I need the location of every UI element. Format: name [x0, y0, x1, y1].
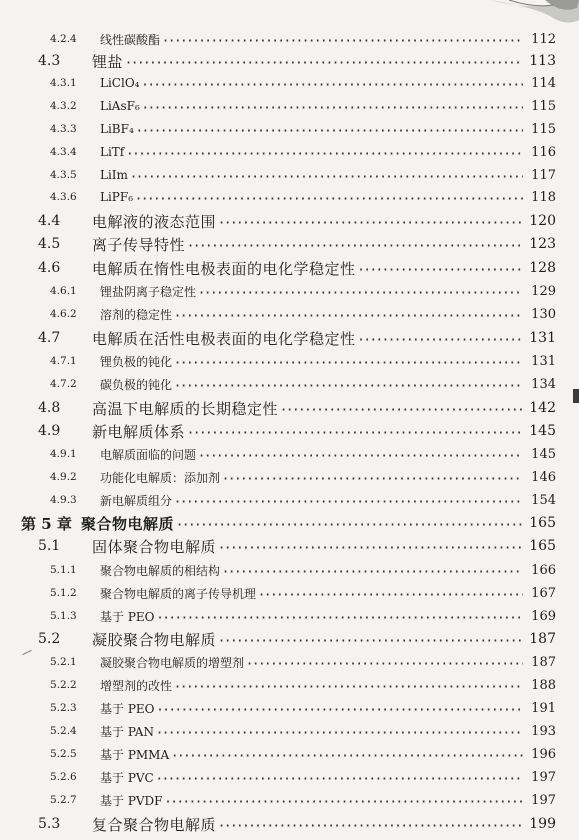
toc-entry-title: 新电解质体系: [92, 422, 186, 441]
toc-entry-number: 5.2.3: [50, 702, 77, 714]
toc-dot-leader: [136, 189, 523, 206]
toc-entry-page: 191: [531, 700, 556, 716]
toc-entry-page: 167: [531, 585, 556, 601]
toc-entry-page: 117: [531, 167, 556, 183]
toc-entry-title: LiIm: [100, 168, 128, 182]
toc-entry-number: 4.3.3: [50, 123, 77, 135]
toc-entry-page: 199: [529, 816, 556, 832]
toc-dot-leader: [219, 631, 523, 648]
toc-entry-number: 5.1: [38, 538, 61, 554]
toc-entry-page: 116: [531, 144, 556, 160]
toc-entry[interactable]: [0, 533, 579, 559]
toc-entry-number: 4.3.1: [50, 77, 77, 89]
toc-entry-title: 聚合物电解质: [81, 514, 175, 533]
toc-entry-page: 146: [531, 469, 556, 485]
toc-entry-number: 第 5 章: [21, 514, 72, 533]
toc-entry-title: 碳负极的钝化: [100, 377, 173, 392]
toc-entry-number: 4.3: [38, 53, 61, 69]
toc-entry-title: 基于 PEO: [100, 609, 155, 624]
toc-entry[interactable]: [0, 787, 579, 813]
toc-entry-number: 4.9.2: [50, 471, 77, 483]
toc-dot-leader: [175, 492, 523, 509]
toc-entry-page: 131: [531, 353, 556, 369]
toc-entry-number: 4.3.5: [50, 169, 77, 181]
toc-entry-number: 5.2.7: [50, 794, 77, 806]
toc-entry-title: 线性碳酸酯: [100, 32, 161, 47]
toc-entry-page: 188: [531, 677, 556, 693]
toc-entry-title: 聚合物电解质的离子传导机理: [100, 586, 257, 601]
toc-entry-title: 凝胶聚合物电解质: [92, 630, 217, 649]
toc-entry-number: 4.8: [38, 400, 61, 416]
toc-entry-number: 5.2.5: [50, 748, 77, 760]
toc-entry-title: LiTf: [100, 145, 125, 159]
toc-entry-title: 溶剂的稳定性: [100, 307, 173, 322]
toc-entry-number: 5.3: [38, 816, 61, 832]
toc-dot-leader: [223, 562, 523, 579]
toc-entry-number: 5.1.3: [50, 610, 77, 622]
toc-dot-leader: [142, 75, 523, 92]
toc-entry-number: 4.9.1: [50, 448, 77, 460]
toc-entry[interactable]: [0, 231, 579, 257]
toc-entry-page: 187: [529, 631, 556, 647]
toc-entry-page: 114: [531, 75, 556, 91]
toc-entry-page: 187: [531, 654, 556, 670]
toc-entry-page: 193: [531, 723, 556, 739]
page-corner-decoration: [449, 0, 579, 26]
toc-dot-leader: [199, 283, 523, 300]
toc-entry-title: 电解质在活性电极表面的电化学稳定性: [92, 329, 356, 348]
toc-dot-leader: [157, 769, 523, 786]
toc-entry-number: 4.3.4: [50, 146, 77, 158]
toc-dot-leader: [127, 144, 523, 161]
toc-dot-leader: [177, 515, 523, 532]
toc-dot-leader: [175, 306, 523, 323]
toc-dot-leader: [166, 792, 523, 809]
toc-entry-number: 4.7.2: [50, 378, 77, 390]
toc-dot-leader: [219, 816, 523, 833]
toc-entry-page: 196: [531, 746, 556, 762]
toc-dot-leader: [281, 400, 523, 417]
toc-entry-number: 4.9.3: [50, 494, 77, 506]
toc-entry-page: 120: [529, 213, 556, 229]
toc-entry-number: 4.6: [38, 260, 61, 276]
toc-entry-title: 基于 PVDF: [100, 793, 163, 808]
toc-entry-title: 基于 PVC: [100, 770, 154, 785]
toc-entry-page: 166: [531, 562, 556, 578]
toc-dot-leader: [259, 585, 523, 602]
toc-dot-leader: [131, 167, 523, 184]
toc-entry-page: 129: [531, 283, 556, 299]
toc-entry-title: 电解质面临的问题: [100, 447, 197, 462]
toc-entry-number: 4.3.2: [50, 100, 77, 112]
toc-dot-leader: [175, 353, 523, 370]
toc-dot-leader: [359, 330, 523, 347]
toc-entry-page: 134: [531, 376, 556, 392]
toc-entry-page: 113: [529, 53, 556, 69]
toc-entry-number: 4.7.1: [50, 355, 77, 367]
toc-entry-title: 增塑剂的改性: [100, 678, 173, 693]
toc-dot-leader: [175, 677, 523, 694]
toc-entry-title: 基于 PMMA: [100, 747, 170, 762]
toc-entry-page: 145: [531, 446, 556, 462]
toc-entry-title: 基于 PAN: [100, 724, 154, 739]
toc-dot-leader: [143, 98, 523, 115]
toc-entry-title: LiBF₄: [100, 122, 134, 136]
toc-entry[interactable]: [0, 371, 579, 397]
page-edge-mark: [573, 389, 579, 403]
toc-entry[interactable]: [0, 811, 579, 837]
toc-entry-title: 锂盐: [92, 52, 124, 71]
toc-entry-title: 凝胶聚合物电解质的增塑剂: [100, 655, 245, 670]
toc-entry-page: 123: [529, 236, 556, 252]
toc-entry-page: 154: [531, 492, 556, 508]
toc-entry-number: 5.2.4: [50, 725, 77, 737]
toc-entry-page: 131: [529, 330, 556, 346]
toc-dot-leader: [158, 700, 524, 717]
toc-entry[interactable]: [0, 301, 579, 327]
toc-entry-title: 基于 PEO: [100, 701, 155, 716]
toc-entry-title: 电解液的液态范围: [92, 212, 217, 231]
toc-entry-page: 112: [531, 31, 556, 47]
toc-entry-page: 197: [531, 792, 556, 808]
toc-dot-leader: [219, 538, 523, 555]
toc-entry-title: 功能化电解质：添加剂: [100, 470, 221, 485]
toc-dot-leader: [359, 260, 523, 277]
toc-dot-leader: [126, 53, 523, 70]
toc-dot-leader: [219, 213, 523, 230]
toc-entry-page: 145: [529, 423, 556, 439]
toc-entry-number: 5.2.6: [50, 771, 77, 783]
toc-entry-title: 新电解质组分: [100, 493, 173, 508]
toc-entry-page: 115: [531, 98, 556, 114]
toc-entry-number: 5.2: [38, 631, 61, 647]
toc-entry-page: 115: [531, 121, 556, 137]
toc-entry-number: 4.4: [38, 213, 61, 229]
toc-dot-leader: [157, 723, 523, 740]
toc-entry-page: 197: [531, 769, 556, 785]
toc-entry-page: 128: [529, 260, 556, 276]
toc-entry-title: 电解质在惰性电极表面的电化学稳定性: [92, 259, 356, 278]
toc-entry-title: 锂盐阴离子稳定性: [100, 284, 197, 299]
toc-entry-title: 复合聚合物电解质: [92, 815, 217, 834]
toc-dot-leader: [188, 236, 523, 253]
toc-entry-title: 固体聚合物电解质: [92, 537, 217, 556]
toc-dot-leader: [158, 608, 524, 625]
toc-dot-leader: [223, 469, 523, 486]
toc-entry-title: 高温下电解质的长期稳定性: [92, 399, 279, 418]
toc-entry-page: 169: [531, 608, 556, 624]
toc-entry-number: 5.2.2: [50, 679, 77, 691]
toc-entry-title: 锂负极的钝化: [100, 354, 173, 369]
toc-entry-number: 5.1.1: [50, 564, 77, 576]
toc-entry-number: 4.5: [38, 236, 61, 252]
toc-dot-leader: [137, 121, 523, 138]
toc-entry-page: 142: [529, 400, 556, 416]
toc-dot-leader: [199, 446, 523, 463]
toc-entry-title: LiPF₆: [100, 190, 134, 204]
toc-entry-title: LiAsF₆: [100, 99, 140, 113]
toc-dot-leader: [172, 746, 523, 763]
toc-entry-page: 118: [531, 189, 556, 205]
toc-entry-title: 聚合物电解质的相结构: [100, 563, 221, 578]
toc-entry-number: 4.2.4: [50, 33, 77, 45]
toc-entry-number: 4.9: [38, 423, 61, 439]
toc-entry-number: 4.3.6: [50, 191, 77, 203]
toc-entry[interactable]: [0, 184, 579, 210]
toc-entry-title: LiClO₄: [100, 76, 140, 90]
toc-dot-leader: [175, 376, 523, 393]
toc-dot-leader: [247, 654, 523, 671]
toc-entry-number: 4.6.2: [50, 308, 77, 320]
toc-entry-page: 165: [529, 515, 556, 531]
toc-entry-page: 130: [531, 306, 556, 322]
toc-entry-number: 5.2.1: [50, 656, 77, 668]
toc-dot-leader: [188, 423, 523, 440]
toc-entry-number: 4.7: [38, 330, 61, 346]
toc-dot-leader: [163, 31, 523, 48]
toc-entry-number: 4.6.1: [50, 285, 77, 297]
toc-entry-page: 165: [529, 538, 556, 554]
toc-entry-title: 离子传导特性: [92, 235, 186, 254]
toc-entry-number: 5.1.2: [50, 587, 77, 599]
